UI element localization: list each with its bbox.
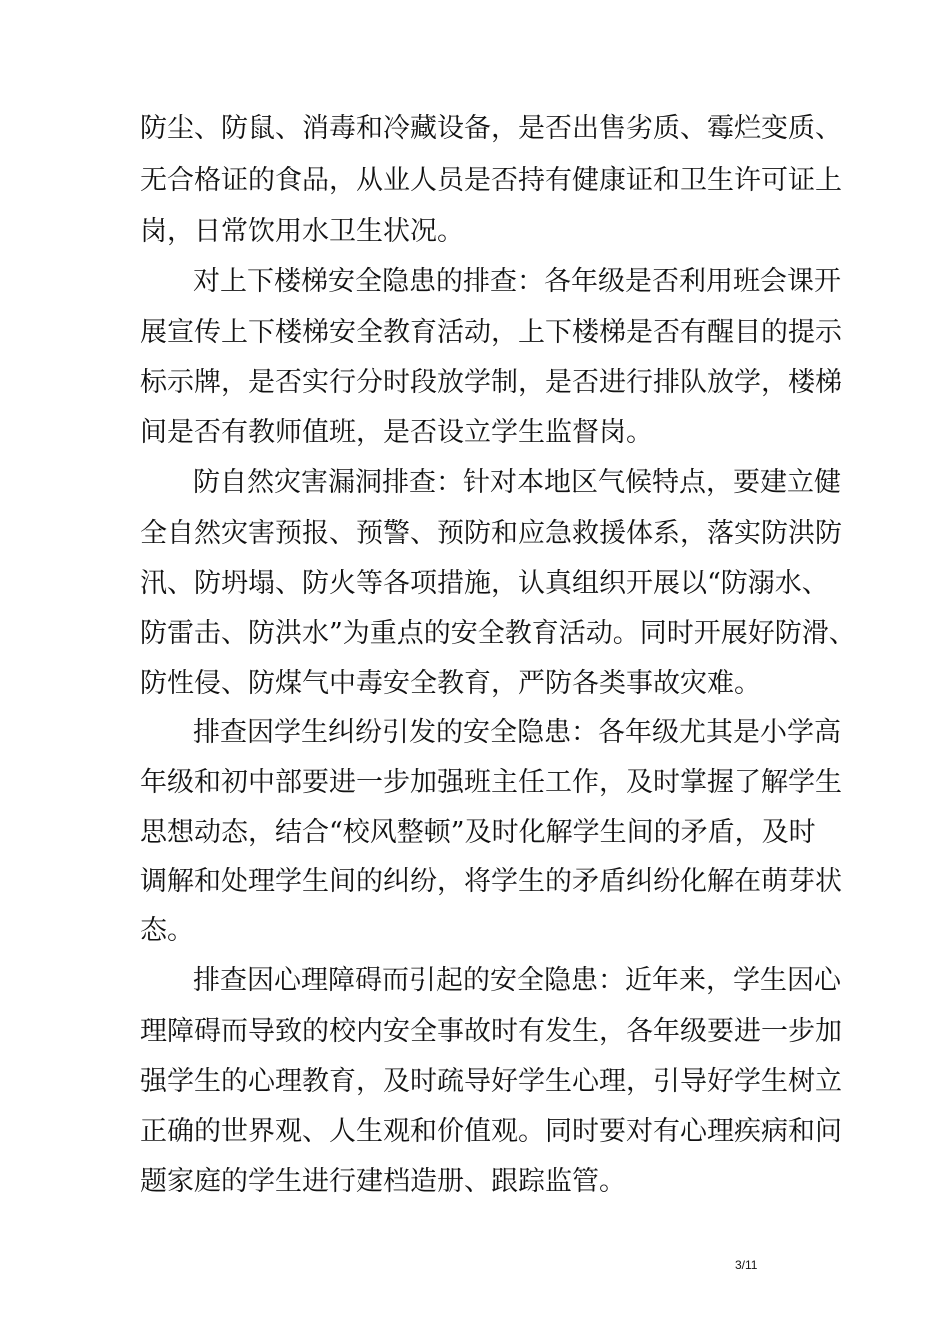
text-line: 年级和初中部要进一步加强班主任工作，及时掌握了解学生 <box>140 767 842 798</box>
text-line: 理障碍而导致的校内安全事故时有发生，各年级要进一步加 <box>140 1016 842 1047</box>
text-line: 展宣传上下楼梯安全教育活动，上下楼梯是否有醒目的提示 <box>140 317 842 348</box>
text-line: 防自然灾害漏洞排查：针对本地区气候特点，要建立健 <box>193 467 841 498</box>
text-line: 标示牌，是否实行分时段放学制，是否进行排队放学，楼梯 <box>140 367 842 398</box>
text-line: 排查因学生纠纷引发的安全隐患：各年级尤其是小学高 <box>193 717 841 748</box>
text-line: 汛、防坍塌、防火等各项措施，认真组织开展以“防溺水、 <box>140 568 829 599</box>
page-number: 3/11 <box>735 1258 758 1272</box>
text-line: 正确的世界观、人生观和价值观。同时要对有心理疾病和问 <box>140 1116 842 1147</box>
text-line: 排查因心理障碍而引起的安全隐患：近年来，学生因心 <box>193 965 841 996</box>
text-line: 防性侵、防煤气中毒安全教育，严防各类事故灾难。 <box>140 668 761 699</box>
text-line: 岗，日常饮用水卫生状况。 <box>140 216 464 247</box>
text-line: 调解和处理学生间的纠纷，将学生的矛盾纠纷化解在萌芽状 <box>140 866 842 897</box>
text-line: 全自然灾害预报、预警、预防和应急救援体系，落实防洪防 <box>140 518 842 549</box>
text-line: 态。 <box>140 915 194 946</box>
text-line: 对上下楼梯安全隐患的排查：各年级是否利用班会课开 <box>193 266 841 297</box>
text-line: 强学生的心理教育，及时疏导好学生心理，引导好学生树立 <box>140 1066 842 1097</box>
text-line: 防雷击、防洪水”为重点的安全教育活动。同时开展好防滑、 <box>140 618 856 649</box>
text-line: 防尘、防鼠、消毒和冷藏设备，是否出售劣质、霉烂变质、 <box>140 113 842 144</box>
text-line: 题家庭的学生进行建档造册、跟踪监管。 <box>140 1166 626 1197</box>
text-line: 思想动态，结合“校风整顿”及时化解学生间的矛盾，及时 <box>140 817 816 848</box>
text-line: 间是否有教师值班，是否设立学生监督岗。 <box>140 417 653 448</box>
text-line: 无合格证的食品，从业人员是否持有健康证和卫生许可证上 <box>140 165 842 196</box>
